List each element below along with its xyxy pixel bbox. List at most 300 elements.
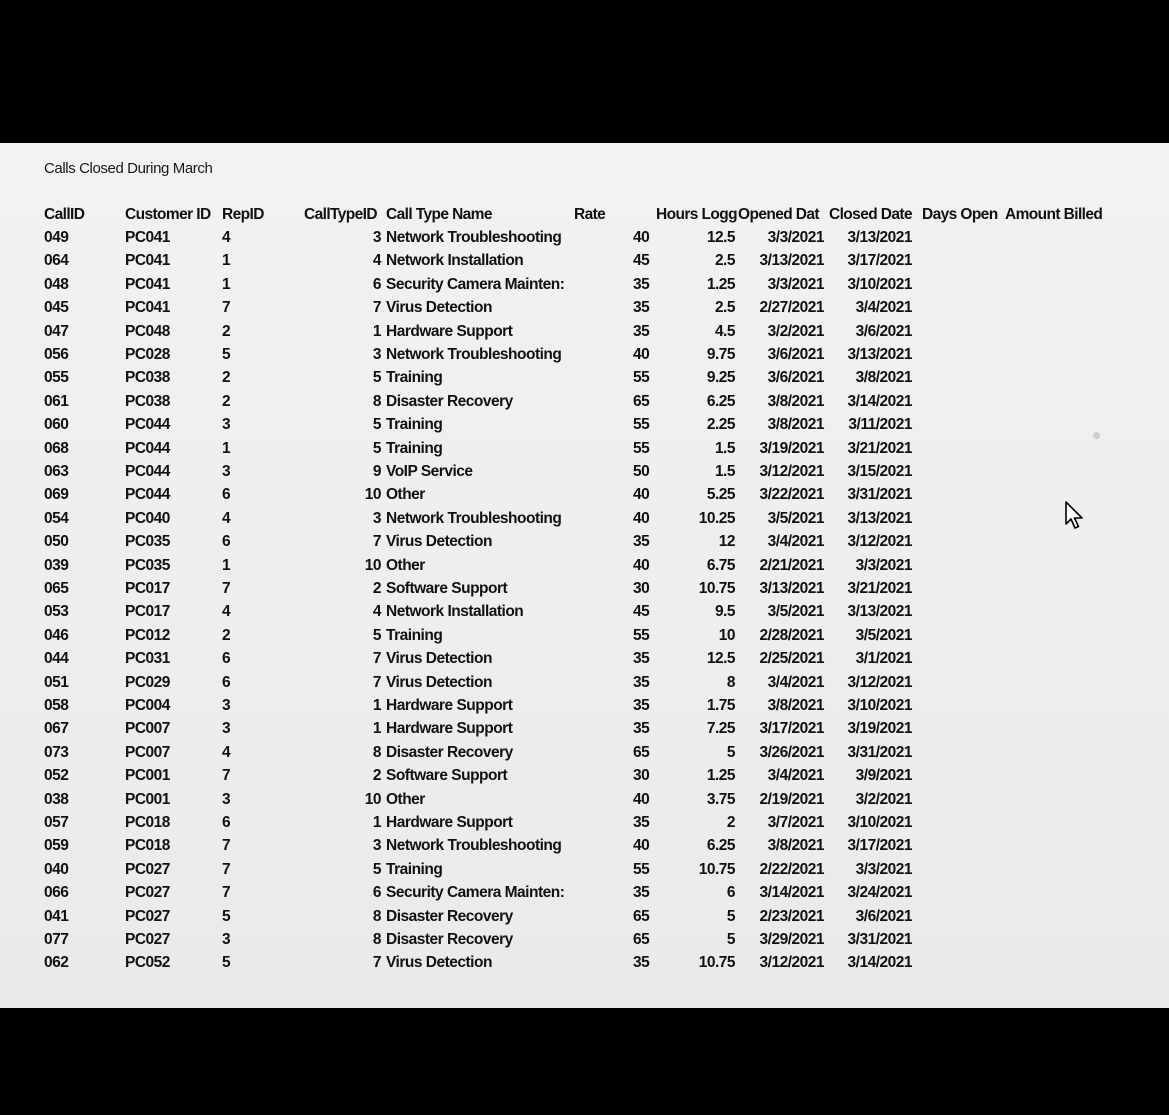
- cell-closed-date[interactable]: 3/17/2021: [847, 252, 912, 270]
- cell-opened-date[interactable]: 2/19/2021: [759, 790, 824, 808]
- cell-closed-date[interactable]: 3/3/2021: [855, 860, 912, 878]
- cell-opened-date[interactable]: 3/7/2021: [767, 814, 824, 831]
- cell-repid[interactable]: 7: [222, 837, 231, 855]
- cell-hours-logged[interactable]: 10.75: [698, 580, 735, 597]
- cell-closed-date[interactable]: 3/14/2021: [847, 392, 912, 410]
- cell-opened-date[interactable]: 3/12/2021: [759, 463, 824, 480]
- cell-hours-logged[interactable]: 12.5: [706, 229, 735, 246]
- cell-hours-logged[interactable]: 1.25: [706, 767, 735, 785]
- cell-call-type-name[interactable]: Security Camera Mainten:: [386, 275, 565, 293]
- cell-customer-id[interactable]: PC018: [125, 814, 170, 831]
- cell-call-type-name[interactable]: Network Troubleshooting: [386, 229, 562, 246]
- cell-hours-logged[interactable]: 3.75: [706, 790, 735, 808]
- table-row[interactable]: [0, 346, 1169, 369]
- cell-opened-date[interactable]: 2/25/2021: [759, 650, 824, 668]
- cell-customer-id[interactable]: PC041: [125, 252, 170, 270]
- cell-rate[interactable]: 35: [633, 954, 650, 972]
- table-row[interactable]: [0, 720, 1169, 743]
- cell-calltypeid[interactable]: 3: [372, 229, 381, 246]
- cell-closed-date[interactable]: 3/13/2021: [847, 346, 912, 363]
- cell-repid[interactable]: 1: [222, 275, 231, 293]
- cell-repid[interactable]: 5: [222, 346, 231, 363]
- header-hours-logged[interactable]: Hours Logg: [656, 206, 737, 223]
- table-row[interactable]: [0, 440, 1169, 463]
- cell-rate[interactable]: 50: [633, 463, 650, 480]
- table-row[interactable]: [0, 463, 1169, 486]
- cell-callid[interactable]: 059: [44, 837, 69, 855]
- cell-rate[interactable]: 40: [633, 346, 650, 363]
- cell-rate[interactable]: 55: [633, 416, 650, 434]
- cell-repid[interactable]: 2: [222, 392, 231, 410]
- cell-callid[interactable]: 077: [44, 931, 69, 948]
- cell-call-type-name[interactable]: Disaster Recovery: [386, 392, 513, 410]
- cell-opened-date[interactable]: 3/8/2021: [767, 416, 824, 434]
- cell-closed-date[interactable]: 3/12/2021: [847, 533, 912, 551]
- cell-calltypeid[interactable]: 5: [372, 439, 381, 457]
- cell-calltypeid[interactable]: 7: [372, 299, 381, 317]
- cell-calltypeid[interactable]: 5: [372, 626, 381, 644]
- cell-call-type-name[interactable]: Virus Detection: [386, 673, 492, 691]
- cell-call-type-name[interactable]: Other: [386, 556, 425, 574]
- cell-repid[interactable]: 6: [222, 486, 231, 504]
- cell-opened-date[interactable]: 3/13/2021: [759, 252, 824, 270]
- table-row[interactable]: [0, 931, 1169, 954]
- cell-repid[interactable]: 4: [222, 509, 231, 527]
- cell-calltypeid[interactable]: 1: [372, 697, 381, 714]
- cell-rate[interactable]: 40: [633, 486, 650, 504]
- cell-callid[interactable]: 045: [44, 299, 69, 317]
- header-amount-billed[interactable]: Amount Billed: [1005, 206, 1103, 223]
- cell-hours-logged[interactable]: 6.25: [706, 392, 735, 410]
- cell-opened-date[interactable]: 3/22/2021: [759, 486, 824, 504]
- cell-calltypeid[interactable]: 7: [372, 650, 381, 668]
- cell-hours-logged[interactable]: 6: [726, 884, 735, 902]
- table-row[interactable]: [0, 416, 1169, 439]
- cell-hours-logged[interactable]: 7.25: [706, 720, 735, 738]
- cell-customer-id[interactable]: PC012: [125, 626, 170, 644]
- cell-hours-logged[interactable]: 4.5: [714, 322, 735, 340]
- cell-closed-date[interactable]: 3/8/2021: [855, 369, 912, 387]
- cell-hours-logged[interactable]: 9.25: [706, 369, 735, 387]
- cell-hours-logged[interactable]: 5: [726, 931, 735, 948]
- table-row[interactable]: [0, 510, 1169, 533]
- cell-repid[interactable]: 6: [222, 650, 231, 668]
- table-row[interactable]: [0, 837, 1169, 860]
- cell-customer-id[interactable]: PC017: [125, 580, 170, 597]
- cell-opened-date[interactable]: 3/5/2021: [767, 603, 824, 621]
- cell-calltypeid[interactable]: 8: [372, 931, 381, 948]
- cell-closed-date[interactable]: 3/19/2021: [847, 720, 912, 738]
- header-days-open[interactable]: Days Open: [922, 206, 998, 223]
- cell-callid[interactable]: 050: [44, 533, 69, 551]
- cell-rate[interactable]: 55: [633, 626, 650, 644]
- cell-hours-logged[interactable]: 1.5: [714, 439, 735, 457]
- cell-customer-id[interactable]: PC007: [125, 743, 170, 761]
- cell-opened-date[interactable]: 2/23/2021: [759, 907, 824, 925]
- cell-rate[interactable]: 55: [633, 860, 650, 878]
- cell-calltypeid[interactable]: 4: [372, 252, 381, 270]
- cell-customer-id[interactable]: PC004: [125, 697, 170, 714]
- cell-closed-date[interactable]: 3/24/2021: [847, 884, 912, 902]
- cell-opened-date[interactable]: 3/17/2021: [759, 720, 824, 738]
- cell-opened-date[interactable]: 3/5/2021: [767, 509, 824, 527]
- cell-rate[interactable]: 30: [633, 767, 650, 785]
- cell-callid[interactable]: 054: [44, 509, 69, 527]
- cell-calltypeid[interactable]: 8: [372, 743, 381, 761]
- cell-opened-date[interactable]: 3/6/2021: [767, 369, 824, 387]
- cell-calltypeid[interactable]: 7: [372, 673, 381, 691]
- cell-customer-id[interactable]: PC017: [125, 603, 170, 621]
- cell-closed-date[interactable]: 3/2/2021: [855, 790, 912, 808]
- cell-hours-logged[interactable]: 1.75: [706, 697, 735, 714]
- cell-callid[interactable]: 047: [44, 322, 69, 340]
- header-closed-date[interactable]: Closed Date: [829, 206, 912, 223]
- cell-call-type-name[interactable]: Hardware Support: [386, 720, 513, 738]
- table-row[interactable]: [0, 674, 1169, 697]
- cell-callid[interactable]: 063: [44, 463, 69, 480]
- cell-calltypeid[interactable]: 4: [372, 603, 381, 621]
- cell-closed-date[interactable]: 3/5/2021: [855, 626, 912, 644]
- cell-call-type-name[interactable]: Training: [386, 860, 443, 878]
- cell-closed-date[interactable]: 3/21/2021: [847, 580, 912, 597]
- cell-calltypeid[interactable]: 2: [372, 580, 381, 597]
- table-row[interactable]: [0, 954, 1169, 977]
- cell-repid[interactable]: 3: [222, 697, 231, 714]
- cell-rate[interactable]: 55: [633, 439, 650, 457]
- cell-call-type-name[interactable]: Software Support: [386, 767, 508, 785]
- cell-customer-id[interactable]: PC027: [125, 884, 170, 902]
- table-row[interactable]: [0, 252, 1169, 275]
- cell-repid[interactable]: 7: [222, 884, 231, 902]
- header-opened-date[interactable]: Opened Dat: [738, 206, 819, 223]
- cell-hours-logged[interactable]: 2.5: [714, 252, 735, 270]
- cell-rate[interactable]: 40: [633, 556, 650, 574]
- cell-hours-logged[interactable]: 10.25: [698, 509, 735, 527]
- cell-hours-logged[interactable]: 5.25: [706, 486, 735, 504]
- cell-call-type-name[interactable]: Disaster Recovery: [386, 743, 513, 761]
- header-calltypeid[interactable]: CallTypeID: [304, 206, 377, 223]
- table-row[interactable]: [0, 650, 1169, 673]
- cell-calltypeid[interactable]: 10: [364, 556, 381, 574]
- cell-hours-logged[interactable]: 6.25: [706, 837, 735, 855]
- cell-closed-date[interactable]: 3/6/2021: [855, 322, 912, 340]
- cell-hours-logged[interactable]: 9.5: [714, 603, 735, 621]
- cell-callid[interactable]: 065: [44, 580, 69, 597]
- cell-closed-date[interactable]: 3/4/2021: [855, 299, 912, 317]
- cell-callid[interactable]: 038: [44, 790, 69, 808]
- cell-closed-date[interactable]: 3/12/2021: [847, 673, 912, 691]
- cell-customer-id[interactable]: PC052: [125, 954, 170, 972]
- cell-customer-id[interactable]: PC041: [125, 299, 170, 317]
- cell-rate[interactable]: 40: [633, 790, 650, 808]
- cell-calltypeid[interactable]: 10: [364, 790, 381, 808]
- cell-call-type-name[interactable]: Software Support: [386, 580, 508, 597]
- header-callid[interactable]: CallID: [44, 206, 85, 223]
- cell-repid[interactable]: 6: [222, 814, 231, 831]
- cell-repid[interactable]: 4: [222, 229, 231, 246]
- header-customer-id[interactable]: Customer ID: [125, 206, 211, 223]
- cell-rate[interactable]: 40: [633, 509, 650, 527]
- cell-call-type-name[interactable]: Hardware Support: [386, 814, 513, 831]
- cell-closed-date[interactable]: 3/31/2021: [847, 486, 912, 504]
- cell-closed-date[interactable]: 3/21/2021: [847, 439, 912, 457]
- cell-hours-logged[interactable]: 6.75: [706, 556, 735, 574]
- cell-calltypeid[interactable]: 7: [372, 533, 381, 551]
- cell-closed-date[interactable]: 3/31/2021: [847, 743, 912, 761]
- cell-calltypeid[interactable]: 6: [372, 884, 381, 902]
- cell-calltypeid[interactable]: 5: [372, 369, 381, 387]
- cell-rate[interactable]: 35: [633, 275, 650, 293]
- cell-calltypeid[interactable]: 3: [372, 509, 381, 527]
- table-row[interactable]: [0, 229, 1169, 252]
- table-row[interactable]: [0, 276, 1169, 299]
- cell-closed-date[interactable]: 3/10/2021: [847, 814, 912, 831]
- cell-callid[interactable]: 049: [44, 229, 69, 246]
- table-row[interactable]: [0, 814, 1169, 837]
- cell-opened-date[interactable]: 3/8/2021: [767, 392, 824, 410]
- cell-opened-date[interactable]: 2/28/2021: [759, 626, 824, 644]
- cell-hours-logged[interactable]: 2: [726, 814, 735, 831]
- cell-rate[interactable]: 35: [633, 814, 650, 831]
- cell-hours-logged[interactable]: 2.5: [714, 299, 735, 317]
- cell-repid[interactable]: 4: [222, 743, 231, 761]
- cell-calltypeid[interactable]: 1: [372, 814, 381, 831]
- cell-call-type-name[interactable]: VoIP Service: [386, 463, 473, 480]
- cell-closed-date[interactable]: 3/10/2021: [847, 697, 912, 714]
- cell-callid[interactable]: 057: [44, 814, 69, 831]
- table-row[interactable]: [0, 580, 1169, 603]
- cell-call-type-name[interactable]: Disaster Recovery: [386, 931, 513, 948]
- table-row[interactable]: [0, 767, 1169, 790]
- cell-customer-id[interactable]: PC044: [125, 416, 170, 434]
- table-row[interactable]: [0, 603, 1169, 626]
- cell-callid[interactable]: 056: [44, 346, 69, 363]
- cell-call-type-name[interactable]: Hardware Support: [386, 697, 513, 714]
- table-row[interactable]: [0, 486, 1169, 509]
- cell-customer-id[interactable]: PC038: [125, 392, 170, 410]
- cell-callid[interactable]: 046: [44, 626, 69, 644]
- cell-customer-id[interactable]: PC018: [125, 837, 170, 855]
- cell-callid[interactable]: 041: [44, 907, 69, 925]
- cell-opened-date[interactable]: 3/4/2021: [767, 767, 824, 785]
- cell-call-type-name[interactable]: Network Installation: [386, 603, 524, 621]
- cell-rate[interactable]: 65: [633, 392, 650, 410]
- cell-callid[interactable]: 040: [44, 860, 69, 878]
- cell-hours-logged[interactable]: 12.5: [706, 650, 735, 668]
- table-row[interactable]: [0, 908, 1169, 931]
- table-row[interactable]: [0, 697, 1169, 720]
- cell-customer-id[interactable]: PC028: [125, 346, 170, 363]
- cell-callid[interactable]: 068: [44, 439, 69, 457]
- table-row[interactable]: [0, 791, 1169, 814]
- cell-call-type-name[interactable]: Hardware Support: [386, 322, 513, 340]
- cell-hours-logged[interactable]: 5: [726, 907, 735, 925]
- table-row[interactable]: [0, 533, 1169, 556]
- cell-rate[interactable]: 65: [633, 907, 650, 925]
- cell-callid[interactable]: 064: [44, 252, 69, 270]
- cell-customer-id[interactable]: PC001: [125, 790, 170, 808]
- cell-closed-date[interactable]: 3/13/2021: [847, 603, 912, 621]
- cell-customer-id[interactable]: PC035: [125, 556, 170, 574]
- cell-opened-date[interactable]: 3/26/2021: [759, 743, 824, 761]
- cell-calltypeid[interactable]: 7: [372, 954, 381, 972]
- cell-customer-id[interactable]: PC038: [125, 369, 170, 387]
- cell-callid[interactable]: 061: [44, 392, 69, 410]
- cell-rate[interactable]: 55: [633, 369, 650, 387]
- cell-repid[interactable]: 1: [222, 439, 231, 457]
- cell-repid[interactable]: 2: [222, 626, 231, 644]
- cell-callid[interactable]: 048: [44, 275, 69, 293]
- cell-opened-date[interactable]: 3/13/2021: [759, 580, 824, 597]
- cell-callid[interactable]: 066: [44, 884, 69, 902]
- cell-rate[interactable]: 65: [633, 931, 650, 948]
- cell-calltypeid[interactable]: 3: [372, 346, 381, 363]
- cell-opened-date[interactable]: 3/4/2021: [767, 533, 824, 551]
- cell-closed-date[interactable]: 3/10/2021: [847, 275, 912, 293]
- cell-rate[interactable]: 45: [633, 603, 650, 621]
- cell-calltypeid[interactable]: 8: [372, 392, 381, 410]
- cell-closed-date[interactable]: 3/15/2021: [847, 463, 912, 480]
- cell-repid[interactable]: 7: [222, 299, 231, 317]
- cell-opened-date[interactable]: 2/27/2021: [759, 299, 824, 317]
- cell-opened-date[interactable]: 3/3/2021: [767, 229, 824, 246]
- cell-callid[interactable]: 069: [44, 486, 69, 504]
- cell-hours-logged[interactable]: 1.5: [714, 463, 735, 480]
- cell-repid[interactable]: 7: [222, 580, 231, 597]
- header-repid[interactable]: RepID: [222, 206, 264, 223]
- cell-customer-id[interactable]: PC027: [125, 931, 170, 948]
- cell-calltypeid[interactable]: 2: [372, 767, 381, 785]
- cell-repid[interactable]: 2: [222, 322, 231, 340]
- cell-rate[interactable]: 35: [633, 322, 650, 340]
- cell-customer-id[interactable]: PC041: [125, 275, 170, 293]
- cell-calltypeid[interactable]: 6: [372, 275, 381, 293]
- cell-customer-id[interactable]: PC044: [125, 486, 170, 504]
- cell-rate[interactable]: 40: [633, 837, 650, 855]
- cell-calltypeid[interactable]: 5: [372, 860, 381, 878]
- cell-callid[interactable]: 039: [44, 556, 69, 574]
- cell-call-type-name[interactable]: Other: [386, 790, 425, 808]
- table-row[interactable]: [0, 323, 1169, 346]
- cell-repid[interactable]: 5: [222, 907, 231, 925]
- cell-opened-date[interactable]: 3/14/2021: [759, 884, 824, 902]
- cell-call-type-name[interactable]: Network Troubleshooting: [386, 837, 562, 855]
- cell-repid[interactable]: 4: [222, 603, 231, 621]
- cell-call-type-name[interactable]: Training: [386, 416, 443, 434]
- cell-calltypeid[interactable]: 1: [372, 720, 381, 738]
- cell-calltypeid[interactable]: 1: [372, 322, 381, 340]
- cell-closed-date[interactable]: 3/6/2021: [855, 907, 912, 925]
- cell-call-type-name[interactable]: Security Camera Mainten:: [386, 884, 565, 902]
- cell-opened-date[interactable]: 3/8/2021: [767, 837, 824, 855]
- cell-rate[interactable]: 35: [633, 720, 650, 738]
- cell-rate[interactable]: 35: [633, 884, 650, 902]
- cell-call-type-name[interactable]: Network Troubleshooting: [386, 346, 562, 363]
- cell-closed-date[interactable]: 3/13/2021: [847, 509, 912, 527]
- cell-customer-id[interactable]: PC031: [125, 650, 170, 668]
- table-row[interactable]: [0, 884, 1169, 907]
- table-row[interactable]: [0, 299, 1169, 322]
- cell-repid[interactable]: 3: [222, 931, 231, 948]
- cell-repid[interactable]: 6: [222, 673, 231, 691]
- cell-callid[interactable]: 051: [44, 673, 69, 691]
- cell-customer-id[interactable]: PC029: [125, 673, 170, 691]
- cell-hours-logged[interactable]: 8: [726, 673, 735, 691]
- cell-calltypeid[interactable]: 9: [372, 463, 381, 480]
- cell-hours-logged[interactable]: 12: [718, 533, 735, 551]
- cell-rate[interactable]: 45: [633, 252, 650, 270]
- cell-hours-logged[interactable]: 10: [718, 626, 735, 644]
- cell-opened-date[interactable]: 3/6/2021: [767, 346, 824, 363]
- cell-repid[interactable]: 1: [222, 556, 231, 574]
- cell-opened-date[interactable]: 3/19/2021: [759, 439, 824, 457]
- cell-customer-id[interactable]: PC027: [125, 860, 170, 878]
- cell-rate[interactable]: 35: [633, 673, 650, 691]
- cell-callid[interactable]: 062: [44, 954, 69, 972]
- cell-opened-date[interactable]: 3/12/2021: [759, 954, 824, 972]
- cell-customer-id[interactable]: PC007: [125, 720, 170, 738]
- cell-customer-id[interactable]: PC041: [125, 229, 170, 246]
- cell-customer-id[interactable]: PC001: [125, 767, 170, 785]
- cell-rate[interactable]: 35: [633, 650, 650, 668]
- cell-repid[interactable]: 7: [222, 767, 231, 785]
- table-row[interactable]: [0, 861, 1169, 884]
- cell-call-type-name[interactable]: Virus Detection: [386, 299, 492, 317]
- header-call-type-name[interactable]: Call Type Name: [386, 206, 492, 223]
- cell-calltypeid[interactable]: 8: [372, 907, 381, 925]
- cell-opened-date[interactable]: 3/3/2021: [767, 275, 824, 293]
- cell-rate[interactable]: 30: [633, 580, 650, 597]
- table-row[interactable]: [0, 369, 1169, 392]
- cell-repid[interactable]: 6: [222, 533, 231, 551]
- table-row[interactable]: [0, 393, 1169, 416]
- cell-closed-date[interactable]: 3/1/2021: [855, 650, 912, 668]
- cell-closed-date[interactable]: 3/3/2021: [855, 556, 912, 574]
- cell-call-type-name[interactable]: Training: [386, 626, 443, 644]
- cell-closed-date[interactable]: 3/9/2021: [855, 767, 912, 785]
- cell-customer-id[interactable]: PC044: [125, 463, 170, 480]
- table-row[interactable]: [0, 627, 1169, 650]
- cell-repid[interactable]: 7: [222, 860, 231, 878]
- cell-calltypeid[interactable]: 3: [372, 837, 381, 855]
- cell-call-type-name[interactable]: Virus Detection: [386, 533, 492, 551]
- cell-callid[interactable]: 073: [44, 743, 69, 761]
- cell-hours-logged[interactable]: 9.75: [706, 346, 735, 363]
- cell-repid[interactable]: 3: [222, 463, 231, 480]
- cell-callid[interactable]: 052: [44, 767, 69, 785]
- cell-opened-date[interactable]: 2/22/2021: [759, 860, 824, 878]
- cell-opened-date[interactable]: 3/8/2021: [767, 697, 824, 714]
- cell-callid[interactable]: 053: [44, 603, 69, 621]
- cell-repid[interactable]: 3: [222, 790, 231, 808]
- cell-opened-date[interactable]: 3/2/2021: [767, 322, 824, 340]
- cell-rate[interactable]: 40: [633, 229, 650, 246]
- cell-repid[interactable]: 1: [222, 252, 231, 270]
- cell-call-type-name[interactable]: Network Troubleshooting: [386, 509, 562, 527]
- cell-repid[interactable]: 5: [222, 954, 231, 972]
- cell-rate[interactable]: 35: [633, 299, 650, 317]
- cell-callid[interactable]: 058: [44, 697, 69, 714]
- table-row[interactable]: [0, 557, 1169, 580]
- cell-callid[interactable]: 044: [44, 650, 69, 668]
- cell-calltypeid[interactable]: 10: [364, 486, 381, 504]
- cell-hours-logged[interactable]: 10.75: [698, 954, 735, 972]
- cell-repid[interactable]: 3: [222, 416, 231, 434]
- cell-hours-logged[interactable]: 10.75: [698, 860, 735, 878]
- cell-hours-logged[interactable]: 2.25: [706, 416, 735, 434]
- table-row[interactable]: [0, 744, 1169, 767]
- cell-closed-date[interactable]: 3/11/2021: [848, 416, 912, 434]
